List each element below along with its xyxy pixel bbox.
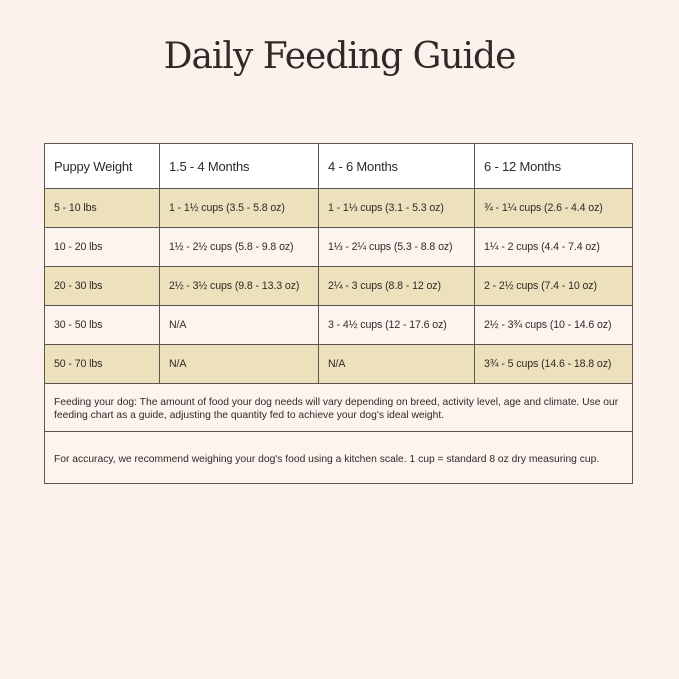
- table-cell: 2¼ - 3 cups (8.8 - 12 oz): [319, 267, 475, 305]
- table-cell: 2 - 2½ cups (7.4 - 10 oz): [484, 280, 597, 292]
- table-cell: 1⅓ - 2¼ cups (5.3 - 8.8 oz): [319, 228, 475, 266]
- table-cell: 2½ - 3½ cups (9.8 - 13.3 oz): [160, 267, 319, 305]
- table-cell: N/A: [160, 345, 319, 383]
- accuracy-note: For accuracy, we recommend weighing your dog's food using a kitchen scale. 1 cup = standard 8 oz dry measuring cup.: [45, 432, 632, 483]
- feeding-guide-table: [44, 143, 633, 484]
- feeding-note: Feeding your dog: The amount of food your dog needs will vary depending on breed, activity level, age and climate. Use our feeding chart as a guide, adjusting the quantity fed to achieve your dog's ideal weight.: [45, 384, 632, 432]
- table-cell: 1½ - 2½ cups (5.8 - 9.8 oz): [160, 228, 319, 266]
- column-header-puppy-weight: Puppy Weight: [45, 144, 160, 188]
- table-cell: N/A: [319, 345, 475, 383]
- table-cell: 1¼ - 2 cups (4.4 - 7.4 oz): [484, 241, 600, 253]
- column-header-1-5-4-months: 1.5 - 4 Months: [160, 144, 319, 188]
- table-cell: 5 - 10 lbs: [45, 189, 160, 227]
- table-cell: 20 - 30 lbs: [45, 267, 160, 305]
- table-cell: 3 - 4½ cups (12 - 17.6 oz): [319, 306, 475, 344]
- table-cell: 10 - 20 lbs: [45, 228, 160, 266]
- column-header-6-12-months: 6 - 12 Months: [484, 158, 561, 174]
- column-header-4-6-months: 4 - 6 Months: [319, 144, 475, 188]
- page-title: Daily Feeding Guide: [163, 36, 516, 77]
- table-cell: 2½ - 3¾ cups (10 - 14.6 oz): [484, 319, 612, 331]
- table-cell: 1 - 1⅓ cups (3.1 - 5.3 oz): [319, 189, 475, 227]
- table-cell: N/A: [160, 306, 319, 344]
- table-cell: 30 - 50 lbs: [45, 306, 160, 344]
- table-row: [45, 189, 632, 228]
- table-cell: 3¾ - 5 cups (14.6 - 18.8 oz): [484, 358, 612, 370]
- table-cell: 1 - 1½ cups (3.5 - 5.8 oz): [160, 189, 319, 227]
- table-row: [45, 306, 632, 345]
- table-cell: 50 - 70 lbs: [45, 345, 160, 383]
- table-row: [45, 267, 632, 306]
- table-header-row: [45, 144, 632, 189]
- table-cell: ¾ - 1¼ cups (2.6 - 4.4 oz): [484, 202, 603, 214]
- table-row: [45, 345, 632, 384]
- table-row: [45, 228, 632, 267]
